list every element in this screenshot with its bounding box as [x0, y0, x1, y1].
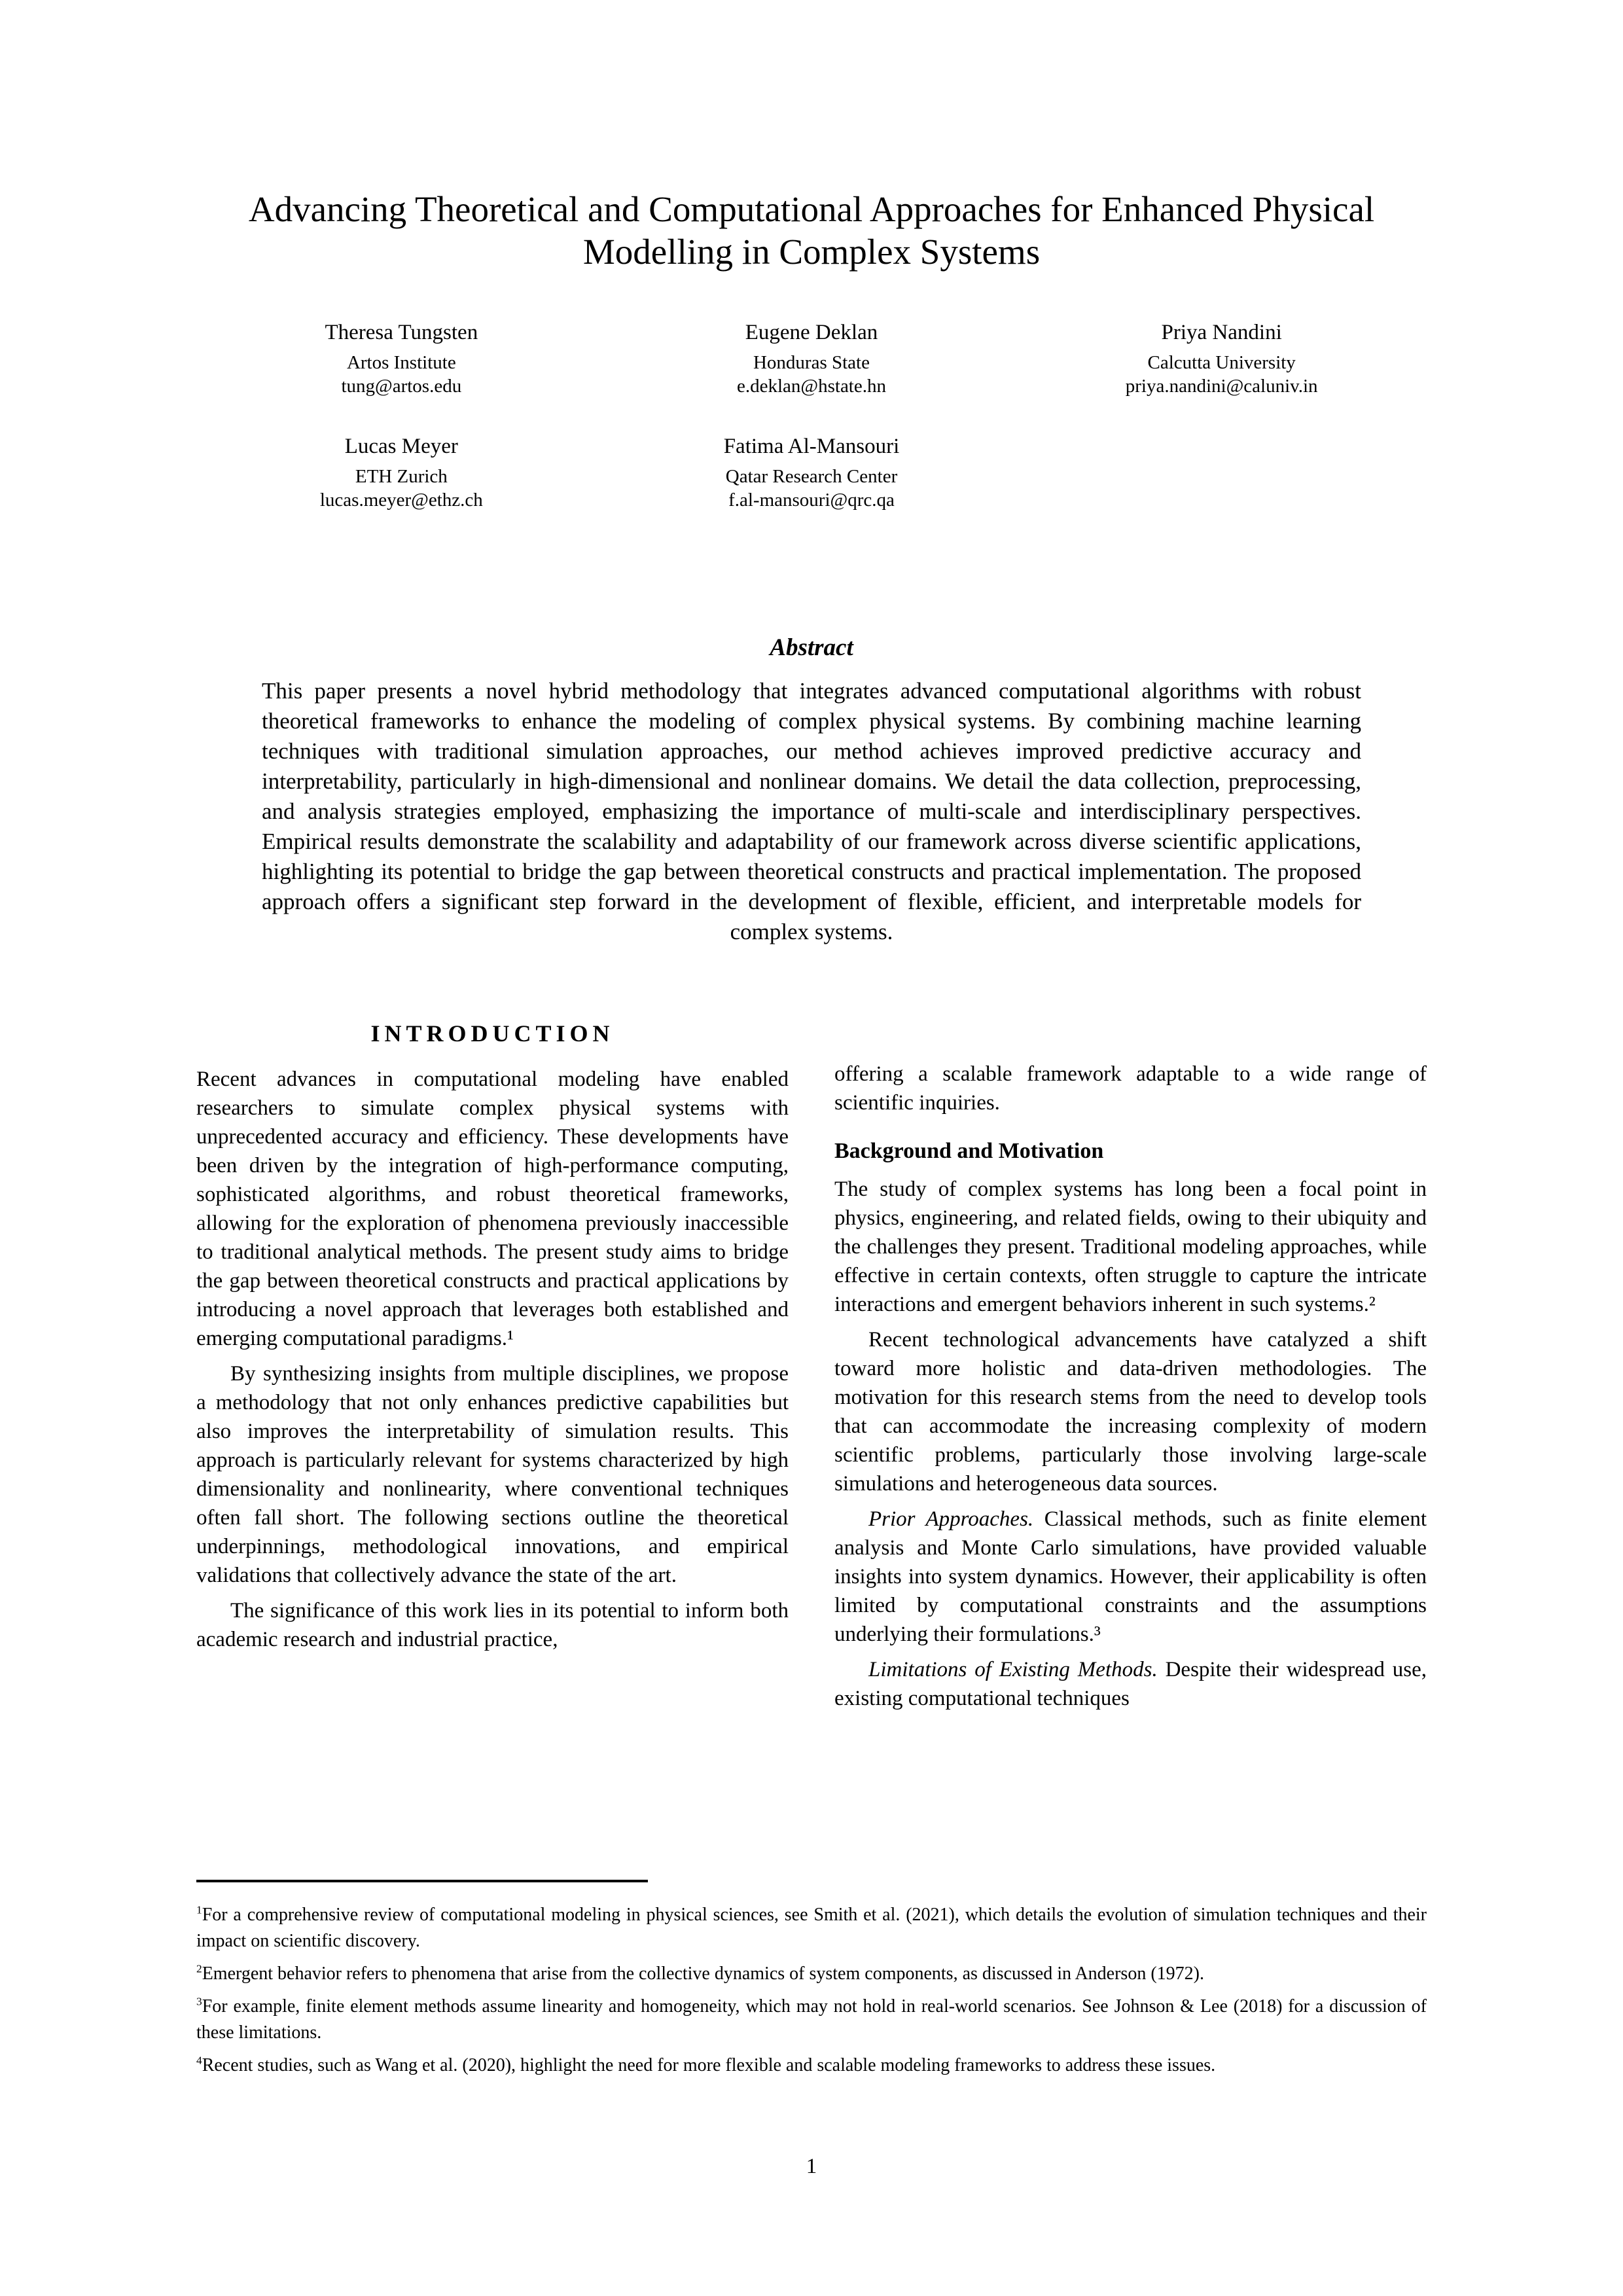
abstract-text: This paper presents a novel hybrid methodology that integrates advanced computational algorithms with robust theoretical frameworks to enhance the modeling of complex physical systems. By combining machine learning techniques with traditional simulation approaches, our method achieves improved predictive accuracy and interpretability, particularly in high-dimensional and nonlinear domains. We detail the data collection, preprocessing, and analysis strategies employed, emphasizing the importance of multi-scale and interdisciplinary perspectives. Empirical results demonstrate the scalability and adaptability of our framework across diverse scientific applications, highlighting its potential to bridge the gap between theoretical constructs and practical implementation. The proposed approach offers a significant step forward in the development of flexible, efficient, and interpretable models for complex systems. [262, 677, 1361, 944]
author-4 [196, 433, 607, 512]
footnote-2 [196, 1961, 1427, 1987]
author-3 [1016, 319, 1427, 398]
footnote-marker: 2 [196, 1962, 202, 1975]
author-email: tung@artos.edu [341, 375, 462, 397]
limitations-paragraph [834, 1655, 1427, 1713]
footnote-marker: 3 [196, 1995, 202, 2008]
footnote-text: For example, finite element methods assume linearity and homogeneity, which may not hold in real-world scenarios. See Johnson & Lee (2018) for a discussion of these limitations. [196, 1996, 1427, 2043]
author-1 [196, 319, 607, 398]
prior-approaches-lead: Prior Approaches. [868, 1507, 1034, 1531]
footnote-rule [196, 1880, 648, 1882]
footnote-block [196, 1880, 1427, 2085]
background-paragraph-1: The study of complex systems has long been a focal point in physics, engineering, and related fields, owing to their ubiquity and the challenges they present. Traditional modeling approaches, while effective in certain contexts, often struggle to capture the intricate interactions and emergent behaviors inherent in such systems.² [834, 1177, 1427, 1316]
author-affiliation: Qatar Research Center [725, 465, 898, 487]
footnote-marker: 1 [196, 1903, 202, 1916]
author-name: Theresa Tungsten [325, 320, 478, 344]
author-affiliation: Artos Institute [346, 351, 456, 373]
author-email: priya.nandini@caluniv.in [1125, 375, 1318, 397]
author-block [196, 319, 1427, 512]
intro-paragraph-1: Recent advances in computational modeling have enabled researchers to simulate complex physical systems with unprecedented accuracy and efficiency. These developments have been driven by the integration of high-performance computing, sophisticated algorithms, and robust theoretical frameworks, allowing for the exploration of phenomena previously inaccessible to traditional analytical methods. The present study aims to bridge the gap between theoretical constructs and practical applications by introducing a novel approach that leverages both established and emerging computational paradigms.¹ [196, 1067, 789, 1350]
right-column [834, 1019, 1427, 1713]
footnote-3 [196, 1994, 1427, 2046]
two-column-body [196, 1019, 1427, 1713]
intro-paragraph-3: The significance of this work lies in its potential to inform both academic research and industrial practice, [196, 1598, 789, 1651]
footnote-4 [196, 2053, 1427, 2079]
author-name: Lucas Meyer [344, 434, 458, 458]
author-name: Eugene Deklan [745, 320, 878, 344]
author-email: e.deklan@hstate.hn [736, 375, 886, 397]
prior-approaches-paragraph [834, 1505, 1427, 1649]
footnote-marker: 4 [196, 2054, 202, 2067]
author-name: Priya Nandini [1161, 320, 1282, 344]
footnote-text: Recent studies, such as Wang et al. (2020), highlight the need for more flexible and scalable modeling frameworks to address these issues. [202, 2055, 1216, 2075]
paper-title: Advancing Theoretical and Computational Approaches for Enhanced Physical Modelling in Complex Systems [248, 189, 1375, 272]
author-5 [607, 433, 1017, 512]
author-email: lucas.meyer@ethz.ch [319, 489, 483, 511]
author-2 [607, 319, 1017, 398]
page-number: 1 [806, 2155, 817, 2178]
footnote-1 [196, 1902, 1427, 1954]
author-affiliation: ETH Zurich [355, 465, 448, 487]
right-paragraph-1: offering a scalable framework adaptable to a wide range of scientific inquiries. [834, 1062, 1427, 1115]
prior-approaches-text: Classical methods, such as finite element analysis and Monte Carlo simulations, have provided valuable insights into system dynamics. However, their applicability is often limited by computational constraints and the assumptions underlying their formulations.³ [834, 1507, 1427, 1646]
background-heading: Background and Motivation [834, 1138, 1104, 1163]
author-affiliation: Calcutta University [1147, 351, 1296, 373]
author-affiliation: Honduras State [753, 351, 870, 373]
introduction-heading: INTRODUCTION [370, 1020, 615, 1047]
footnote-text: Emergent behavior refers to phenomena that arise from the collective dynamics of system components, as discussed in Anderson (1972). [202, 1964, 1204, 1984]
left-column [196, 1019, 789, 1713]
limitations-lead: Limitations of Existing Methods. [868, 1657, 1158, 1681]
author-email: f.al-mansouri@qrc.qa [728, 489, 895, 511]
intro-paragraph-2: By synthesizing insights from multiple disciplines, we propose a methodology that not only enhances predictive capabilities but also improves the interpretability of simulation results. This approach is particularly relevant for systems characterized by high dimensionality and nonlinearity, where conventional techniques often fall short. The following sections outline the theoretical underpinnings, methodological innovations, and empirical validations that collectively advance the state of the art. [196, 1361, 789, 1587]
author-name: Fatima Al-Mansouri [723, 434, 900, 458]
abstract-heading: Abstract [770, 634, 853, 661]
footnote-text: For a comprehensive review of computational modeling in physical sciences, see Smith et al. (2021), which details the evolution of simulation techniques and their impact on scientific discovery. [196, 1905, 1427, 1951]
limitations-text: Despite their widespread use, existing computational techniques [834, 1657, 1427, 1710]
background-paragraph-2: Recent technological advancements have catalyzed a shift toward more holistic and data-driven methodologies. The motivation for this research stems from the need to develop tools that can accommodate the increasing complexity of modern scientific problems, particularly those involving large-scale simulations and heterogeneous data sources. [834, 1327, 1427, 1496]
